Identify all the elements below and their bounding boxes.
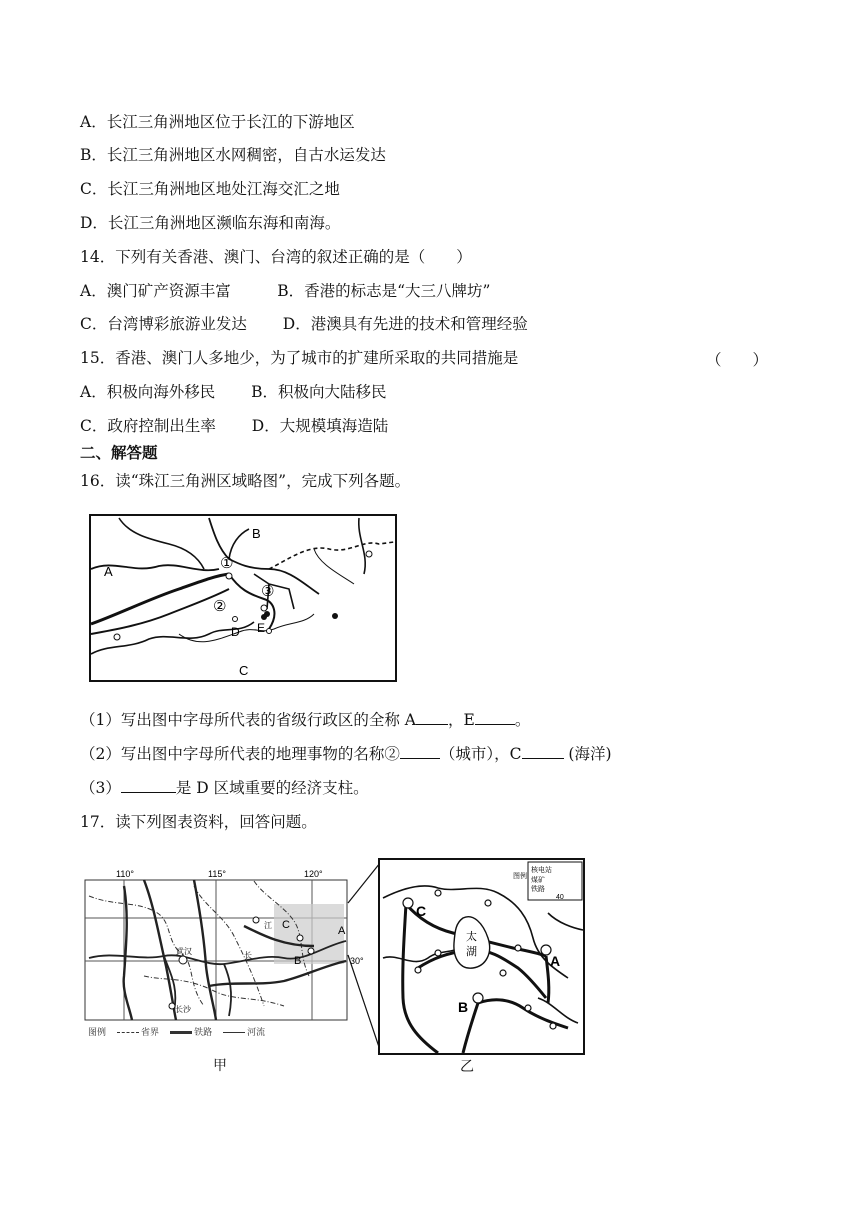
place-changsha: 长沙 (175, 1005, 191, 1014)
place-jiang: 江 (264, 921, 272, 930)
map2-legend-title: 图例 (513, 873, 527, 880)
map-label-circle1: ① (220, 555, 234, 572)
q16-blank-city[interactable] (400, 743, 440, 759)
q13-option-c: C．长江三角洲地区地处江海交汇之地 (80, 180, 340, 198)
place-wuhan: 武汉 (176, 947, 192, 956)
map2-scale: 40 (556, 894, 564, 901)
q16-blank-pillar[interactable] (121, 777, 176, 793)
map2-legend-nuclear: 核电站 (531, 867, 552, 874)
q14-options-row2: C．台湾博彩旅游业发达 D．港澳具有先进的技术和管理经验 (80, 315, 528, 333)
lon-115: 115° (208, 869, 226, 879)
q16-part3: （3） 是 D 区域重要的经济支柱。 (80, 779, 369, 797)
map1-legend: 图例 省界 铁路 河流 (88, 1027, 266, 1037)
place-chang: 长 (244, 951, 252, 960)
map2-lake-char2: 湖 (466, 946, 477, 958)
q15-options-row1: A．积极向海外移民 B．积极向大陆移民 (80, 383, 387, 401)
map1-letter-c: C (282, 919, 290, 931)
map-label-c: C (239, 663, 249, 678)
q15-options-row2: C．政府控制出生率 D．大规模填海造陆 (80, 417, 389, 435)
map2-letter-a: A (550, 953, 561, 969)
q16-blank-ocean[interactable] (522, 743, 564, 759)
q16-blank-a[interactable] (416, 709, 448, 725)
q15-answer-paren: （ ） (706, 351, 769, 369)
map-label-d: D (231, 625, 240, 639)
map1-letter-a: A (338, 925, 346, 937)
q16-blank-e[interactable] (475, 709, 515, 725)
q14-options-row1: A．澳门矿产资源丰富 B．香港的标志是“大三八牌坊” (80, 282, 491, 300)
taihu-region-map-yi (378, 858, 586, 1058)
map2-lake-char1: 太 (466, 931, 477, 943)
lon-120: 120° (304, 869, 323, 879)
q14-stem: 14．下列有关香港、澳门、台湾的叙述正确的是（ ） (80, 248, 472, 266)
map2-legend-rail: 铁路 (531, 886, 545, 893)
q16-part2: （2）写出图中字母所代表的地理事物的名称② （城市），C (海洋) (80, 745, 612, 763)
yangtze-region-map-jia (84, 866, 380, 1026)
pearl-river-delta-map (89, 514, 399, 684)
map-label-a: A (104, 564, 113, 579)
q17-stem: 17．读下列图表资料，回答问题。 (80, 813, 317, 831)
map-label-circle2: ② (213, 598, 227, 615)
map2-letter-b: B (458, 999, 469, 1015)
q16-stem: 16．读“珠江三角洲区域略图”，完成下列各题。 (80, 472, 411, 490)
q13-option-a: A．长江三角洲地区位于长江的下游地区 (80, 113, 355, 131)
map-label-e: E (257, 621, 266, 635)
q15-stem: 15．香港、澳门人多地少，为了城市的扩建所采取的共同措施是 (80, 349, 519, 367)
section-heading: 二、解答题 (80, 444, 158, 462)
map-label-circle3: ③ (261, 583, 275, 600)
lon-110: 110° (116, 869, 134, 879)
map2-caption: 乙 (460, 1059, 474, 1075)
map2-legend-coal: 煤矿 (531, 877, 545, 884)
q13-option-d: D．长江三角洲地区濒临东海和南海。 (80, 214, 341, 232)
map2-letter-c: C (416, 903, 427, 919)
map1-letter-b: B (294, 955, 302, 967)
map-label-b: B (252, 526, 261, 541)
q16-part1: （1）写出图中字母所代表的省级行政区的全称 A ，E 。 (80, 711, 531, 729)
q13-option-b: B．长江三角洲地区水网稠密，自古水运发达 (80, 146, 386, 164)
map1-caption: 甲 (213, 1058, 227, 1074)
lat-30: 30° (350, 956, 364, 966)
